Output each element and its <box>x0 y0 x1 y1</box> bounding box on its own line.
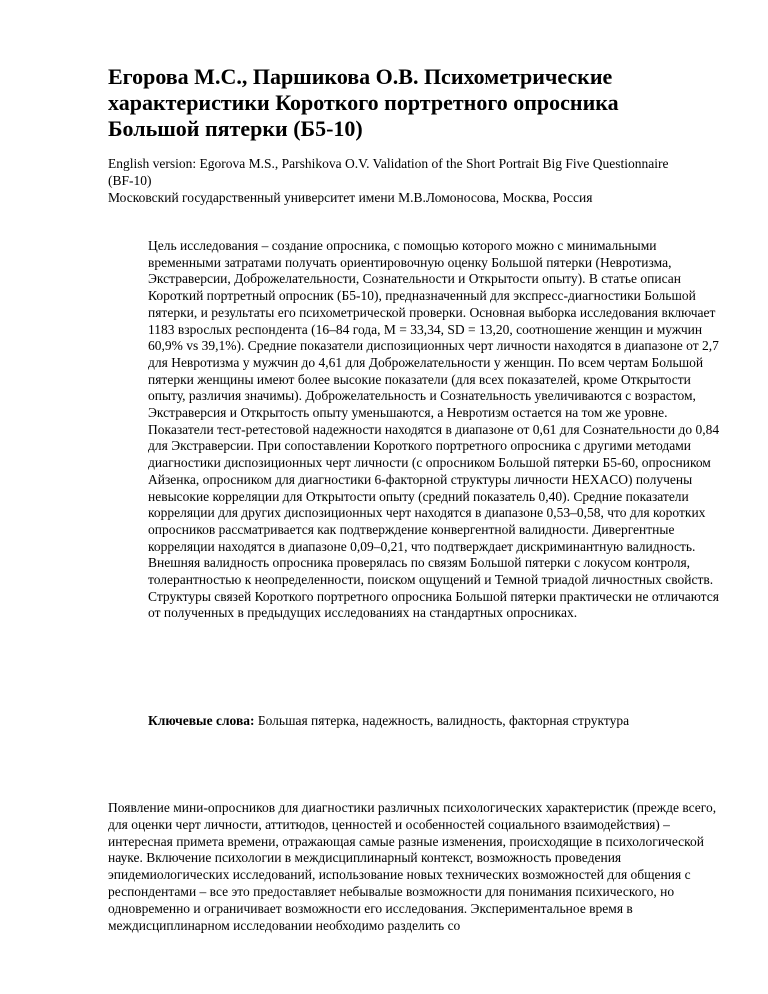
article-title: Егорова М.С., Паршикова О.В. Психометрические характеристики Короткого портретного опросника Большой пятерки (Б5-10) <box>108 64 619 141</box>
body-paragraph: Появление мини-опросников для диагностики различных психологических характеристик (прежде всего, для оценки черт личности, аттитюдов, ценностей и особенностей социального взаимодействия) – интересная примета времени, отражающая самые разные изменения, происходящие в психологической науке. Включение психологии в междисциплинарный контекст, возможность проведения эпидемиологических исследований, использование новых технических возможностей для общения с респондентами – все это предоставляет небывалые возможности для понимания психического, но одновременно и ограничивает возможности его исследования. Экспериментальное время в междисциплинарном исследовании необходимо разделить со <box>108 800 717 933</box>
article-meta <box>108 155 688 206</box>
keywords-text: Большая пятерка, надежность, валидность, факторная структура <box>254 713 630 728</box>
affiliation-line: Московский государственный университет имени М.В.Ломоносова, Москва, Россия <box>108 190 593 205</box>
keywords-line <box>148 712 728 729</box>
abstract-paragraph: Цель исследования – создание опросника, с помощью которого можно с минимальными временными затратами получать ориентировочную оценку Большой пятерки (Невротизма, Экстраверсии, Доброжелательности, Сознательности и Открытости опыту). В статье описан Короткий портретный опросник (Б5-10), предназначенный для экспресс-диагностики Большой пятерки, и результаты его психометрической проверки. Основная выборка исследования включает 1183 взрослых респондента (16–84 года, M = 33,34, SD = 13,20, соотношение женщин и мужчин 60,9% vs 39,1%). Средние показатели диспозиционных черт личности находятся в диапазоне от 2,7 для Невротизма у мужчин до 4,61 для Доброжелательности у женщин. По всем чертам Большой пятерки женщины имеют более высокие показатели (для всех показателей, кроме Открытости опыту, различия значимы). Доброжелательность и Сознательность увеличиваются с возрастом, Экстраверсия и Открытость опыту уменьшаются, а Невротизм остается на том же уровне. Показатели тест-ретестовой надежности находятся в диапазоне от 0,61 для Сознательности до 0,84 для Экстраверсии. При сопоставлении Короткого портретного опросника с другими методами диагностики диспозиционных черт личности (с опросником Большой пятерки Б5-60, опросником Айзенка, опросником для диагностики 6-факторной структуры личности HEXACO) получены невысокие корреляции для Открытости опыту (средний показатель 0,40). Средние показатели корреляции для других диспозиционных черт находятся в диапазоне 0,53–0,58, что для коротких опросников рассматривается как подтверждение конвергентной валидности. Дивергентные корреляции находятся в диапазоне 0,09–0,21, что подтверждает дискриминантную валидность. Внешняя валидность опросника проверялась по связям Большой пятерки с локусом контроля, толерантностью к неопределенности, поиском ощущений и Темной триадой личностных свойств. Структуры связей Короткого портретного опросника Большой пятерки практически не отличаются от полученных в предыдущих исследованиях на стандартных опросниках. <box>148 238 720 621</box>
keywords-label: Ключевые слова: <box>148 713 255 728</box>
english-version-line: English version: Egorova M.S., Parshikova O.V. Validation of the Short Portrait Big Five Questionnaire (BF-10) <box>108 156 669 188</box>
